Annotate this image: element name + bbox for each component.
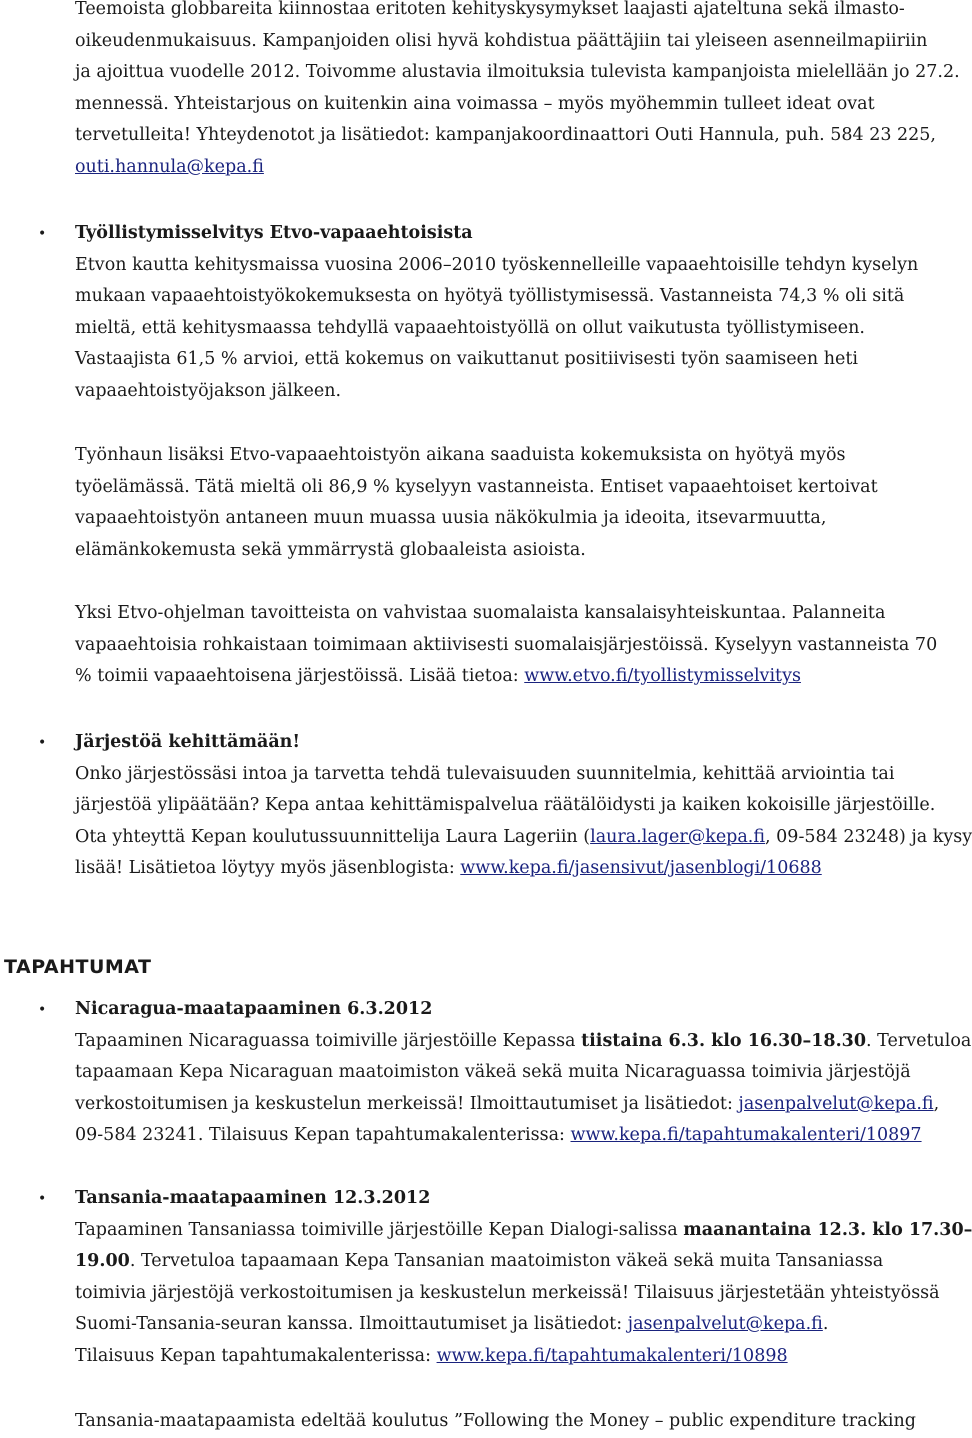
intro-paragraph xyxy=(75,0,960,183)
text-line: vapaaehtoisia rohkaistaan toimimaan aktiivisesti suomalaisjärjestöissä. Kyselyyn vastanneista 70 xyxy=(75,634,938,655)
link-jasenblogi[interactable]: www.kepa.fi/jasensivut/jasenblogi/10688 xyxy=(460,858,822,878)
event-tansania xyxy=(75,1183,972,1372)
text-line: Suomi-Tansania-seuran kanssa. Ilmoittautumiset ja lisätiedot: jasenpalvelut@kepa.fi. xyxy=(75,1314,829,1334)
text-line: % toimii vapaaehtoisena järjestöissä. Lisää tietoa: www.etvo.fi/tyollistymisselvitys xyxy=(75,666,801,686)
text-line: vapaaehtoistyöjakson jälkeen. xyxy=(75,380,342,401)
bullet-icon: • xyxy=(38,1002,47,1018)
paragraph-etvo-ohjelma xyxy=(75,598,945,693)
bullet-icon: • xyxy=(38,735,47,751)
email-link-jasenpalvelut[interactable]: jasenpalvelut@kepa.fi xyxy=(627,1314,823,1334)
paragraph-tyonhaku xyxy=(75,440,945,566)
bullet-icon: • xyxy=(38,226,47,242)
link-tapahtumakalenteri-10897[interactable]: www.kepa.fi/tapahtumakalenteri/10897 xyxy=(570,1125,922,1145)
section-tyollistymisselvitys xyxy=(75,218,945,407)
text-line: Vastaajista 61,5 % arvioi, että kokemus on vaikuttanut positiivisesti työn saamiseen heti xyxy=(75,349,859,369)
text-line: tapaamaan Kepa Nicaraguan maatoimiston väkeä sekä muita Nicaraguassa toimivia järjestöjä xyxy=(75,1062,911,1082)
item-title: Työllistymisselvitys Etvo-vapaaehtoisista xyxy=(75,223,473,243)
event-time: tiistaina 6.3. klo 16.30–18.30 xyxy=(581,1030,867,1051)
text-line: mieltä, että kehitysmaassa tehdyllä vapaaehtoistyöllä on ollut vaikutusta työllistymiseen. xyxy=(75,317,865,338)
text-line: 09-584 23241. Tilaisuus Kepan tapahtumakalenterissa: www.kepa.fi/tapahtumakalenteri/10897 xyxy=(75,1125,922,1145)
section-jarjestoa-kehittamaan xyxy=(75,727,972,885)
text-line: mukaan vapaaehtoistyökokemuksesta on hyötyä työllistymisessä. Vastanneista 74,3 % oli sitä xyxy=(75,286,905,306)
text-line: Tansania-maatapaamista edeltää koulutus ”Following the Money – public expenditure tracking xyxy=(75,1411,916,1431)
text-line: Etvon kautta kehitysmaissa vuosina 2006–2010 työskennelleille vapaaehtoisille tehdyn kyselyn xyxy=(75,254,919,275)
event-title: Tansania-maatapaaminen 12.3.2012 xyxy=(75,1188,431,1208)
paragraph-koulutus xyxy=(75,1406,945,1438)
text-line: Tilaisuus Kepan tapahtumakalenterissa: www.kepa.fi/tapahtumakalenteri/10898 xyxy=(75,1345,788,1366)
text-line: Teemoista globbareita kiinnostaa eritoten kehityskysymykset laajasti ajateltuna sekä ilmasto- xyxy=(75,0,905,19)
text-line: Ota yhteyttä Kepan koulutussuunnittelija Laura Lageriin (laura.lager@kepa.fi, 09-584 23248) ja kysy xyxy=(75,826,972,847)
event-title: Nicaragua-maatapaaminen 6.3.2012 xyxy=(75,999,433,1019)
email-link-outi-hannula[interactable]: outi.hannula@kepa.fi xyxy=(75,156,264,177)
text-line: Työnhaun lisäksi Etvo-vapaaehtoistyön aikana saaduista kokemuksista on hyötyä myös xyxy=(75,445,846,465)
event-nicaragua xyxy=(75,994,972,1152)
text-line: Tapaaminen Tansaniassa toimiville järjestöille Kepan Dialogi-salissa maanantaina 12.3. klo 17.30– xyxy=(75,1219,972,1240)
text-line: järjestöä ylipäätään? Kepa antaa kehittämispalvelua räätälöidysti ja kaiken kokoisille järjestöille. xyxy=(75,795,936,815)
text-line: Tapaaminen Nicaraguassa toimiville järjestöille Kepassa tiistaina 6.3. klo 16.30–18.30. Tervetuloa xyxy=(75,1030,972,1051)
text-line: Yksi Etvo-ohjelman tavoitteista on vahvistaa suomalaista kansalaisyhteiskuntaa. Palanneita xyxy=(75,603,886,623)
link-etvo-tyollistymisselvitys[interactable]: www.etvo.fi/tyollistymisselvitys xyxy=(524,666,801,686)
text-line: lisää! Lisätietoa löytyy myös jäsenblogista: www.kepa.fi/jasensivut/jasenblogi/10688 xyxy=(75,858,822,878)
text-line: toimivia järjestöjä verkostoitumisen ja keskustelun merkeissä! Tilaisuus järjestetään yhteistyössä xyxy=(75,1282,940,1303)
text-line: 19.00. Tervetuloa tapaamaan Kepa Tansanian maatoimiston väkeä sekä muita Tansaniassa xyxy=(75,1251,884,1271)
bullet-icon: • xyxy=(38,1191,47,1207)
text-line: Onko järjestössäsi intoa ja tarvetta tehdä tulevaisuuden suunnitelmia, kehittää arviointia tai xyxy=(75,763,895,784)
item-title: Järjestöä kehittämään! xyxy=(75,732,301,752)
link-tapahtumakalenteri-10898[interactable]: www.kepa.fi/tapahtumakalenteri/10898 xyxy=(436,1345,788,1366)
text-line: elämänkokemusta sekä ymmärrystä globaaleista asioista. xyxy=(75,539,586,560)
text-line: työelämässä. Tätä mieltä oli 86,9 % kyselyyn vastanneista. Entiset vapaaehtoiset kertoivat xyxy=(75,476,878,497)
text-line: ja ajoittua vuodelle 2012. Toivomme alustavia ilmoituksia tulevista kampanjoista mielellään jo 27.2. xyxy=(75,62,960,82)
event-time: 19.00 xyxy=(75,1251,130,1271)
text-line: tervetulleita! Yhteydenotot ja lisätiedot: kampanjakoordinaattori Outi Hannula, puh. 584 23 225, xyxy=(75,125,936,145)
email-link-jasenpalvelut[interactable]: jasenpalvelut@kepa.fi xyxy=(738,1093,934,1114)
text-line: vapaaehtoistyön antaneen muun muassa uusia näkökulmia ja ideoita, itsevarmuutta, xyxy=(75,508,827,528)
email-link-laura-lager[interactable]: laura.lager@kepa.fi xyxy=(590,826,766,847)
text-line: mennessä. Yhteistarjous on kuitenkin aina voimassa – myös myöhemmin tulleet ideat ovat xyxy=(75,93,875,114)
text-line: oikeudenmukaisuus. Kampanjoiden olisi hyvä kohdistua päättäjiin tai yleiseen asenneilmapiiriin xyxy=(75,30,928,51)
event-time: maanantaina 12.3. klo 17.30– xyxy=(683,1219,972,1240)
section-heading-tapahtumat: TAPAHTUMAT xyxy=(4,956,152,978)
text-line: verkostoitumisen ja keskustelun merkeissä! Ilmoittautumiset ja lisätiedot: jasenpalvelut@kepa.fi, xyxy=(75,1093,940,1114)
